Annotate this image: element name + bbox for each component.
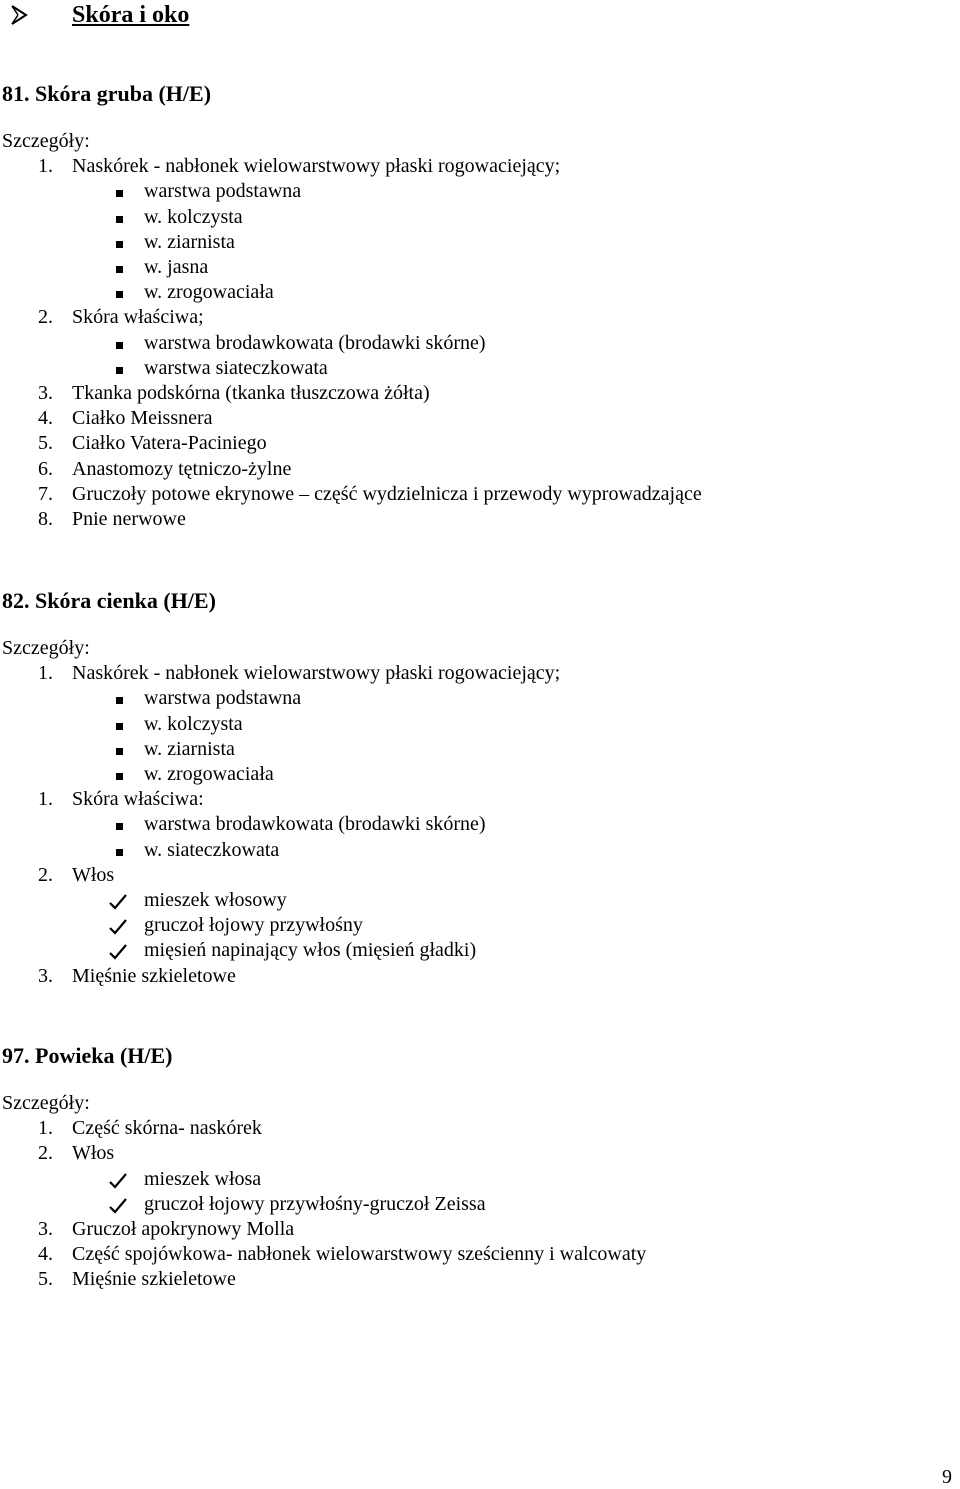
square-bullet-icon: [116, 723, 123, 730]
list-item-text: Mięśnie szkieletowe: [72, 964, 236, 987]
list-item-text: Część skórna- naskórek: [72, 1117, 262, 1140]
square-bullet-icon: [116, 241, 123, 248]
sub-list-item: warstwa podstawna: [144, 180, 302, 203]
list-item-number: 4.: [38, 407, 53, 430]
list-item-number: 4.: [38, 1243, 53, 1266]
section-heading: 81. Skóra gruba (H/E): [2, 81, 212, 106]
list-item-number: 3.: [38, 964, 53, 987]
details-label: Szczegóły:: [2, 130, 90, 152]
square-bullet-icon: [116, 823, 123, 830]
section-heading: 97. Powieka (H/E): [2, 1043, 173, 1068]
square-bullet-icon: [116, 697, 123, 704]
sub-list-item: w. kolczysta: [144, 205, 243, 228]
list-item-text: Ciałko Meissnera: [72, 407, 213, 430]
sub-list-item: w. jasna: [144, 256, 209, 278]
list-item-number: 5.: [38, 432, 53, 455]
sub-list-item: w. zrogowaciała: [144, 763, 274, 785]
sub-list-item: w. zrogowaciała: [144, 281, 274, 304]
checkmark-icon: [108, 943, 128, 961]
page-number: 9: [942, 1466, 952, 1488]
list-item-text: Naskórek - nabłonek wielowarstwowy płaski rogowaciejący;: [72, 662, 561, 685]
square-bullet-icon: [116, 748, 123, 755]
list-item-number: 2.: [38, 863, 53, 886]
list-item-text: Naskórek - nabłonek wielowarstwowy płaski rogowaciejący;: [72, 155, 561, 178]
list-item-number: 6.: [38, 457, 53, 480]
section-heading: 82. Skóra cienka (H/E): [2, 588, 216, 613]
sub-list-item: gruczoł łojowy przywłośny: [144, 914, 363, 937]
sub-list-item: warstwa brodawkowata (brodawki skórne): [144, 813, 486, 836]
sub-list-item: gruczoł łojowy przywłośny-gruczoł Zeissa: [144, 1192, 486, 1215]
sub-list-item: mieszek włosa: [144, 1167, 262, 1190]
checkmark-icon: [108, 1197, 128, 1215]
list-item-text: Pnie nerwowe: [72, 508, 186, 530]
checkmark-icon: [108, 893, 128, 911]
list-item-text: Włos: [72, 1142, 115, 1165]
list-item-number: 1.: [38, 788, 53, 811]
sub-list-item: mięsień napinający włos (mięsień gładki): [144, 939, 477, 962]
list-item-number: 1.: [38, 662, 53, 685]
square-bullet-icon: [116, 266, 123, 273]
list-item-number: 2.: [38, 306, 53, 329]
square-bullet-icon: [116, 291, 123, 298]
list-item-number: 1.: [38, 155, 53, 178]
details-label: Szczegóły:: [2, 1092, 90, 1114]
sub-list-item: w. ziarnista: [144, 230, 235, 253]
list-item-number: 5.: [38, 1268, 53, 1291]
list-item-number: 2.: [38, 1142, 53, 1165]
sub-list-item: w. siateczkowata: [144, 838, 280, 861]
list-item-number: 8.: [38, 508, 53, 530]
list-item-text: Anastomozy tętniczo-żylne: [72, 457, 292, 480]
list-item-number: 1.: [38, 1117, 53, 1140]
document-title: Skóra i oko: [72, 2, 190, 28]
details-label: Szczegóły:: [2, 637, 90, 659]
arrow-bullet-icon: [8, 4, 30, 26]
list-item-text: Tkanka podskórna (tkanka tłuszczowa żółta): [72, 382, 430, 404]
sub-list-item: warstwa podstawna: [144, 687, 302, 710]
list-item-text: Gruczoł apokrynowy Molla: [72, 1218, 295, 1240]
list-item-text: Część spojówkowa- nabłonek wielowarstwowy sześcienny i walcowaty: [72, 1243, 647, 1266]
list-item-text: Ciałko Vatera-Paciniego: [72, 432, 267, 455]
square-bullet-icon: [116, 342, 123, 349]
square-bullet-icon: [116, 849, 123, 856]
list-item-text: Gruczoły potowe ekrynowe – część wydzielnicza i przewody wyprowadzające: [72, 482, 702, 505]
list-item-text: Mięśnie szkieletowe: [72, 1268, 236, 1291]
list-item-text: Skóra właściwa:: [72, 788, 204, 811]
sub-list-item: warstwa brodawkowata (brodawki skórne): [144, 331, 486, 354]
sub-list-item: warstwa siateczkowata: [144, 356, 328, 379]
checkmark-icon: [108, 1172, 128, 1190]
list-item-text: Skóra właściwa;: [72, 306, 204, 329]
list-item-number: 3.: [38, 1218, 53, 1240]
square-bullet-icon: [116, 216, 123, 223]
square-bullet-icon: [116, 190, 123, 197]
sub-list-item: w. kolczysta: [144, 712, 243, 735]
square-bullet-icon: [116, 367, 123, 374]
list-item-number: 3.: [38, 382, 53, 404]
list-item-number: 7.: [38, 482, 53, 505]
list-item-text: Włos: [72, 863, 115, 886]
checkmark-icon: [108, 918, 128, 936]
sub-list-item: mieszek włosowy: [144, 889, 287, 911]
sub-list-item: w. ziarnista: [144, 737, 235, 760]
square-bullet-icon: [116, 773, 123, 780]
